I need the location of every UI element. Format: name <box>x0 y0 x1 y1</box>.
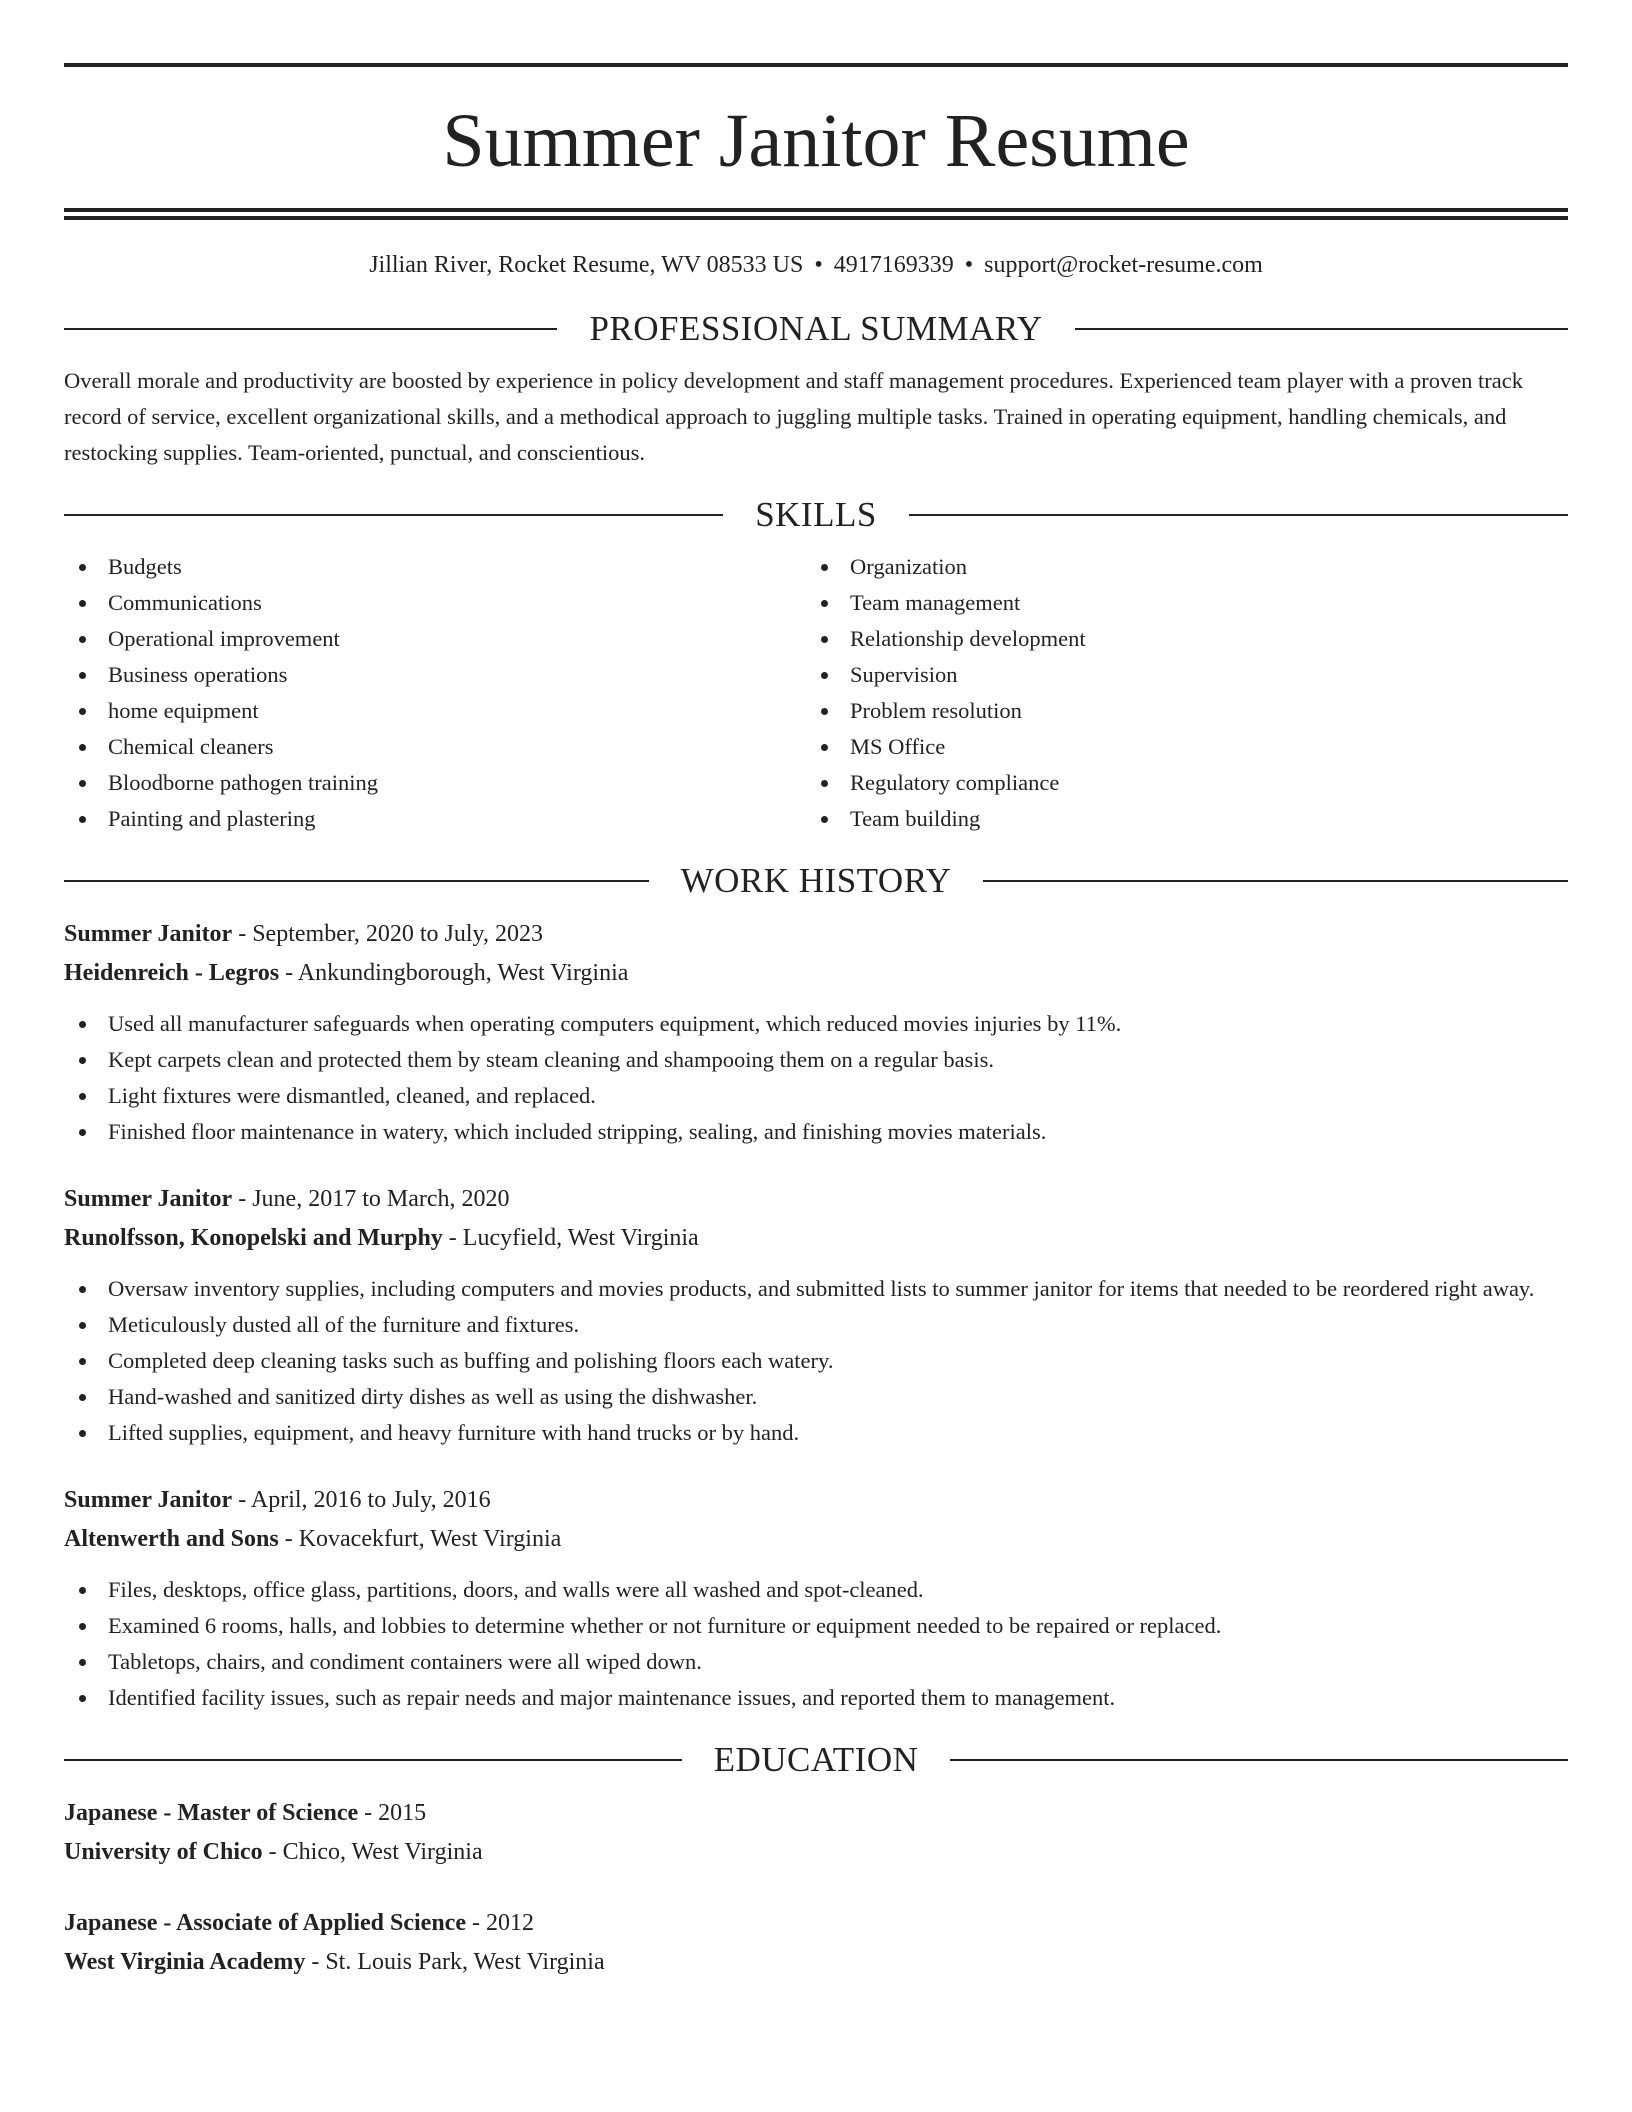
section-rule-left <box>64 880 649 882</box>
job-duty: Examined 6 rooms, halls, and lobbies to determine whether or not furniture or equipment needed to be repaired or replaced. <box>64 1608 1568 1644</box>
job-dates: - April, 2016 to July, 2016 <box>232 1487 491 1513</box>
job-entry <box>64 1180 1568 1451</box>
job-company-line <box>64 954 1568 993</box>
education-school-line <box>64 1833 1568 1872</box>
section-rule-left <box>64 1759 682 1761</box>
skill-item: Relationship development <box>806 621 1548 657</box>
section-title-education: EDUCATION <box>713 1740 919 1779</box>
job-location: - Lucyfield, West Virginia <box>442 1225 699 1251</box>
skill-item: Painting and plastering <box>64 801 806 837</box>
job-title: Summer Janitor <box>64 1487 233 1513</box>
section-rule-right <box>983 880 1568 882</box>
contact-line <box>64 250 1568 280</box>
job-dates: - September, 2020 to July, 2023 <box>232 921 543 947</box>
education-school: West Virginia Academy <box>64 1949 306 1975</box>
job-duty: Oversaw inventory supplies, including computers and movies products, and submitted lists to summer janitor for items that needed to be reordered right away. <box>64 1271 1568 1307</box>
skill-item: Communications <box>64 585 806 621</box>
section-title-summary: PROFESSIONAL SUMMARY <box>589 309 1043 348</box>
contact-separator: • <box>814 252 823 278</box>
job-duties <box>64 1572 1568 1716</box>
job-duty: Kept carpets clean and protected them by steam cleaning and shampooing them on a regular basis. <box>64 1042 1568 1078</box>
job-dates: - June, 2017 to March, 2020 <box>232 1186 510 1212</box>
header-double-rule <box>64 208 1568 220</box>
education-location: - Chico, West Virginia <box>262 1839 483 1865</box>
education-school: University of Chico <box>64 1839 263 1865</box>
job-company-line <box>64 1219 1568 1258</box>
section-rule-left <box>64 328 557 330</box>
skill-item: Regulatory compliance <box>806 765 1548 801</box>
skill-item: Chemical cleaners <box>64 729 806 765</box>
job-duty: Files, desktops, office glass, partitions, doors, and walls were all washed and spot-cleaned. <box>64 1572 1568 1608</box>
section-header-summary <box>64 307 1568 351</box>
education-degree: Japanese - Associate of Applied Science <box>64 1910 466 1936</box>
job-company-line <box>64 1520 1568 1559</box>
job-duty: Identified facility issues, such as repair needs and major maintenance issues, and reported them to management. <box>64 1680 1568 1716</box>
section-rule-right <box>1075 328 1568 330</box>
skills-list <box>64 549 1568 837</box>
job-location: - Kovacekfurt, West Virginia <box>278 1526 562 1552</box>
contact-phone: 4917169339 <box>833 252 954 278</box>
job-duty: Hand-washed and sanitized dirty dishes as well as using the dishwasher. <box>64 1379 1568 1415</box>
header-top-rule <box>64 63 1568 67</box>
job-duty: Light fixtures were dismantled, cleaned, and replaced. <box>64 1078 1568 1114</box>
contact-address: Jillian River, Rocket Resume, WV 08533 US <box>369 252 804 278</box>
resume-page <box>64 0 1568 1982</box>
job-company: Runolfsson, Konopelski and Murphy <box>64 1225 443 1251</box>
skill-item: Bloodborne pathogen training <box>64 765 806 801</box>
summary-text: Overall morale and productivity are boosted by experience in policy development and staff management procedures. Experienced team player with a proven track record of service, excellent organizational skills, and a methodical approach to juggling multiple tasks. Trained in operating equipment, handling chemicals, and restocking supplies. Team-oriented, punctual, and conscientious. <box>64 368 1524 465</box>
skill-item: Business operations <box>64 657 806 693</box>
skill-item: home equipment <box>64 693 806 729</box>
education-year: - 2015 <box>358 1800 427 1826</box>
section-header-work <box>64 859 1568 903</box>
job-duty: Used all manufacturer safeguards when operating computers equipment, which reduced movies injuries by 11%. <box>64 1006 1568 1042</box>
skill-item: MS Office <box>806 729 1548 765</box>
education-year: - 2012 <box>466 1910 534 1936</box>
contact-email: support@rocket-resume.com <box>984 252 1263 278</box>
skills-column-left <box>64 549 806 837</box>
skill-item: Organization <box>806 549 1548 585</box>
section-rule-left <box>64 514 723 516</box>
job-duty: Completed deep cleaning tasks such as buffing and polishing floors each watery. <box>64 1343 1568 1379</box>
job-title-line <box>64 915 1568 954</box>
section-rule-right <box>909 514 1568 516</box>
education-entry <box>64 1904 1568 1982</box>
job-duty: Meticulously dusted all of the furniture and fixtures. <box>64 1307 1568 1343</box>
skill-item: Budgets <box>64 549 806 585</box>
skill-item: Problem resolution <box>806 693 1548 729</box>
skill-item: Team building <box>806 801 1548 837</box>
page-title: Summer Janitor Resume <box>442 99 1190 183</box>
job-duties <box>64 1271 1568 1451</box>
education-degree: Japanese - Master of Science <box>64 1800 359 1826</box>
section-header-skills <box>64 493 1568 537</box>
job-entry <box>64 915 1568 1150</box>
section-title-skills: SKILLS <box>755 495 877 534</box>
job-title: Summer Janitor <box>64 921 233 947</box>
job-duty: Finished floor maintenance in watery, which included stripping, sealing, and finishing movies materials. <box>64 1114 1568 1150</box>
section-title-work: WORK HISTORY <box>680 861 952 900</box>
job-duty: Tabletops, chairs, and condiment containers were all wiped down. <box>64 1644 1568 1680</box>
job-duty: Lifted supplies, equipment, and heavy furniture with hand trucks or by hand. <box>64 1415 1568 1451</box>
job-duties <box>64 1006 1568 1150</box>
job-location: - Ankundingborough, West Virginia <box>279 960 629 986</box>
job-title-line <box>64 1180 1568 1219</box>
education-degree-line <box>64 1904 1568 1943</box>
education-degree-line <box>64 1794 1568 1833</box>
job-company: Heidenreich - Legros <box>64 960 280 986</box>
job-title-line <box>64 1481 1568 1520</box>
education-location: - St. Louis Park, West Virginia <box>305 1949 605 1975</box>
skill-item: Team management <box>806 585 1548 621</box>
job-entry <box>64 1481 1568 1716</box>
section-rule-right <box>950 1759 1568 1761</box>
contact-separator: • <box>964 252 974 278</box>
skills-column-right <box>806 549 1548 837</box>
section-header-education <box>64 1738 1568 1782</box>
job-title: Summer Janitor <box>64 1186 233 1212</box>
job-company: Altenwerth and Sons <box>64 1526 279 1552</box>
education-entry <box>64 1794 1568 1872</box>
education-school-line <box>64 1943 1568 1982</box>
skill-item: Operational improvement <box>64 621 806 657</box>
skill-item: Supervision <box>806 657 1548 693</box>
